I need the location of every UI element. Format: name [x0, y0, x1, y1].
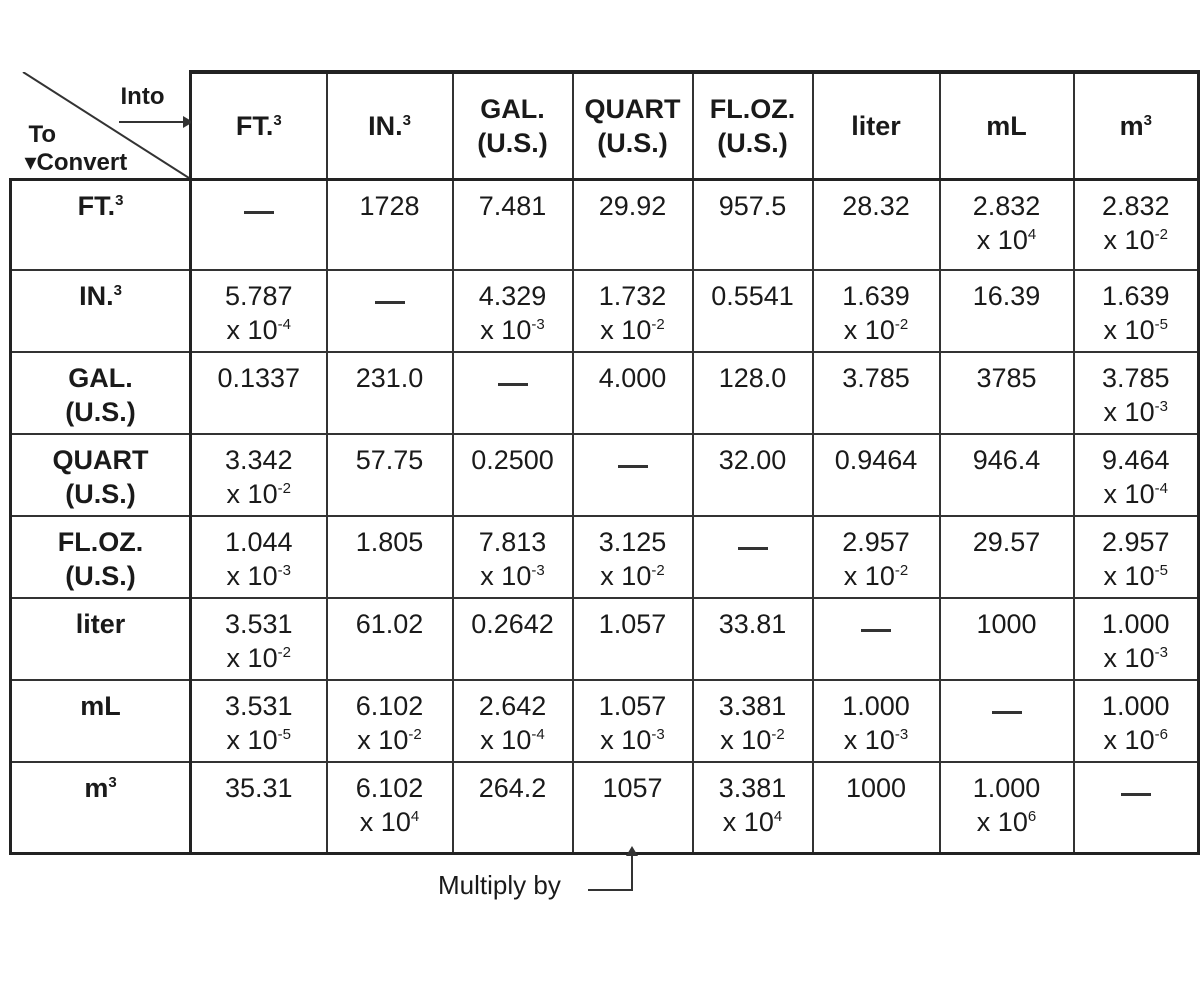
cell-value: 3.785 — [842, 362, 910, 393]
times-ten: x 10 — [226, 314, 278, 345]
column-header-line1: liter — [851, 111, 901, 141]
cell-value: 1.057 — [598, 608, 667, 639]
times-ten: x 10 — [480, 314, 532, 345]
exponent-value: -2 — [894, 561, 909, 579]
times-ten: x 10 — [976, 806, 1028, 837]
cell-value: 3.381 — [718, 690, 787, 721]
same-unit-dash — [861, 629, 891, 632]
column-header — [573, 72, 693, 180]
table-cell — [327, 598, 453, 680]
table-cell — [191, 516, 327, 598]
row-header — [11, 180, 191, 270]
cell-value: 6.102 — [355, 690, 424, 721]
times-ten: x 10 — [722, 806, 774, 837]
table-cell — [453, 434, 573, 516]
exponent-value: -3 — [531, 315, 545, 333]
table-cell — [693, 680, 813, 762]
table-cell — [453, 516, 573, 598]
row-header-superscript: 3 — [115, 192, 124, 209]
column-header-line1: GAL. — [480, 94, 545, 124]
cell-value: 7.481 — [478, 191, 547, 221]
column-header-line1: FT. — [235, 111, 274, 141]
times-ten: x 10 — [600, 560, 652, 591]
table-cell — [813, 516, 940, 598]
cell-value: 9.464 — [1101, 444, 1170, 475]
multiply-by-arrow-icon — [580, 846, 650, 906]
column-header-line1: IN. — [368, 111, 403, 141]
times-ten: x 10 — [1103, 560, 1155, 591]
table-row — [11, 762, 1199, 854]
table-cell — [191, 270, 327, 352]
table-cell — [573, 270, 693, 352]
cell-exponent — [574, 723, 692, 757]
cell-value: 16.39 — [972, 280, 1041, 311]
table-cell — [1074, 434, 1199, 516]
row-header-line1: m — [84, 772, 109, 803]
exponent-value: -4 — [277, 315, 291, 333]
exponent-value: -2 — [651, 315, 665, 333]
cell-value: 0.2642 — [471, 608, 554, 639]
cell-value: 3.381 — [718, 772, 787, 803]
table-cell — [940, 680, 1074, 762]
table-cell — [191, 762, 327, 854]
column-header — [191, 72, 327, 180]
times-ten: x 10 — [480, 724, 532, 755]
column-header-line1: m — [1119, 111, 1144, 141]
cell-value: 2.642 — [478, 690, 547, 721]
times-ten: x 10 — [720, 724, 772, 755]
cell-value: 1000 — [976, 608, 1037, 639]
cell-value: 29.57 — [972, 526, 1041, 557]
column-header-superscript: 3 — [402, 112, 411, 129]
times-ten: x 10 — [480, 560, 532, 591]
table-cell — [813, 270, 940, 352]
exponent-value: -4 — [1154, 479, 1168, 497]
table-cell — [327, 352, 453, 434]
times-ten: x 10 — [1103, 314, 1155, 345]
table-cell — [940, 598, 1074, 680]
cell-value: 231.0 — [355, 362, 424, 393]
row-header — [11, 598, 191, 680]
exponent-value: -5 — [1154, 561, 1168, 579]
cell-value: 3.785 — [1101, 362, 1170, 393]
table-cell — [693, 762, 813, 854]
cell-value: 1000 — [845, 772, 907, 803]
cell-exponent — [941, 223, 1073, 257]
times-ten: x 10 — [1103, 478, 1155, 509]
table-cell — [1074, 352, 1199, 434]
exponent-value: -2 — [771, 725, 785, 743]
cell-value: 0.5541 — [711, 280, 794, 311]
times-ten: x 10 — [226, 478, 278, 509]
exponent-value: -3 — [1154, 397, 1168, 415]
cell-value: 6.102 — [355, 772, 424, 803]
table-cell — [573, 180, 693, 270]
cell-value: 3785 — [976, 362, 1037, 393]
column-header-line2: (U.S.) — [717, 128, 788, 158]
exponent-value: -2 — [894, 315, 909, 333]
cell-value: 1.000 — [842, 690, 910, 721]
times-ten: x 10 — [843, 560, 895, 591]
cell-exponent — [1075, 723, 1198, 757]
cell-value: 957.5 — [718, 191, 787, 221]
table-cell — [813, 762, 940, 854]
down-arrow-icon: ▾ — [24, 149, 37, 176]
table-cell — [191, 434, 327, 516]
cell-exponent — [941, 805, 1073, 839]
cell-exponent — [1075, 395, 1198, 429]
table-cell — [693, 434, 813, 516]
exponent-value: -3 — [1154, 643, 1168, 661]
cell-exponent — [814, 313, 939, 347]
table-row — [11, 598, 1199, 680]
column-header — [327, 72, 453, 180]
cell-exponent — [192, 313, 326, 347]
cell-value: 1.000 — [1101, 608, 1170, 639]
column-header — [453, 72, 573, 180]
times-ten: x 10 — [357, 724, 409, 755]
same-unit-dash — [738, 547, 768, 550]
exponent-value: 4 — [1027, 226, 1037, 243]
table-cell — [453, 270, 573, 352]
table-cell — [327, 270, 453, 352]
cell-value: 61.02 — [355, 608, 424, 639]
same-unit-dash — [618, 465, 648, 468]
times-ten: x 10 — [976, 225, 1028, 255]
exponent-value: -3 — [894, 725, 909, 743]
column-header-superscript: 3 — [273, 112, 282, 129]
corner-into-label: Into — [120, 83, 165, 110]
exponent-value: -2 — [651, 561, 665, 579]
table-cell — [453, 352, 573, 434]
row-header — [11, 516, 191, 598]
exponent-value: -4 — [531, 725, 545, 743]
times-ten: x 10 — [226, 642, 278, 673]
cell-exponent — [814, 723, 939, 757]
cell-value: 3.531 — [224, 608, 293, 639]
cell-value: 33.81 — [718, 608, 787, 639]
table-cell — [940, 270, 1074, 352]
times-ten: x 10 — [1103, 724, 1155, 755]
cell-exponent — [1075, 477, 1198, 511]
exponent-value: 4 — [773, 807, 783, 825]
row-header — [11, 352, 191, 434]
table-cell — [940, 352, 1074, 434]
header-row — [11, 72, 1199, 180]
table-cell — [573, 680, 693, 762]
times-ten: x 10 — [1103, 225, 1155, 255]
exponent-value: -5 — [1154, 315, 1168, 333]
table-cell — [191, 352, 327, 434]
times-ten: x 10 — [1103, 642, 1155, 673]
table-cell — [693, 598, 813, 680]
cell-value: 946.4 — [972, 444, 1041, 475]
row-header-line1: mL — [80, 690, 121, 721]
table-cell — [573, 598, 693, 680]
table-cell — [813, 680, 940, 762]
table-cell — [940, 762, 1074, 854]
table-cell — [693, 516, 813, 598]
cell-value: 0.2500 — [471, 444, 554, 475]
table-body — [11, 180, 1199, 854]
cell-value: 57.75 — [355, 444, 424, 475]
column-header-line2: (U.S.) — [597, 128, 668, 158]
row-header-line1: FL.OZ. — [57, 526, 144, 557]
table-cell — [573, 516, 693, 598]
table-cell — [693, 270, 813, 352]
table-cell — [940, 180, 1074, 270]
cell-value: 2.957 — [1101, 526, 1170, 557]
cell-value: 32.00 — [718, 444, 787, 475]
cell-exponent — [454, 313, 572, 347]
cell-exponent — [454, 723, 572, 757]
cell-value: 1.057 — [598, 690, 667, 721]
cell-value: 2.832 — [972, 191, 1041, 221]
same-unit-dash — [498, 383, 528, 386]
cell-exponent — [192, 723, 326, 757]
cell-value: 3.342 — [224, 444, 293, 475]
column-header-line1: mL — [986, 111, 1027, 141]
column-header-superscript: 3 — [1143, 112, 1152, 129]
exponent-value: -3 — [277, 561, 291, 579]
table-cell — [1074, 680, 1199, 762]
table-cell — [813, 434, 940, 516]
cell-exponent — [1075, 313, 1198, 347]
table-cell — [327, 680, 453, 762]
corner-to-label: To — [28, 121, 57, 148]
table-row — [11, 516, 1199, 598]
exponent-value: -2 — [1154, 226, 1168, 243]
same-unit-dash — [1121, 793, 1151, 796]
table-cell — [191, 180, 327, 270]
cell-value: 1728 — [359, 191, 420, 221]
cell-value: 28.32 — [842, 191, 910, 221]
exponent-value: -5 — [277, 725, 291, 743]
cell-value: 3.531 — [224, 690, 293, 721]
table-cell — [573, 352, 693, 434]
cell-value: 1.000 — [1101, 690, 1170, 721]
cell-value: 1.639 — [1101, 280, 1170, 311]
cell-value: 2.957 — [842, 526, 910, 557]
cell-value: 35.31 — [224, 772, 293, 803]
cell-exponent — [192, 559, 326, 593]
table-cell — [1074, 180, 1199, 270]
cell-value: 128.0 — [718, 362, 787, 393]
cell-exponent — [694, 723, 812, 757]
table-cell — [327, 516, 453, 598]
cell-exponent — [1075, 559, 1198, 593]
table-row — [11, 352, 1199, 434]
row-header-line1: QUART — [52, 444, 149, 475]
table-cell — [573, 762, 693, 854]
exponent-value: -6 — [1154, 725, 1168, 743]
exponent-value: -2 — [277, 643, 291, 661]
table-cell — [453, 598, 573, 680]
times-ten: x 10 — [226, 560, 278, 591]
column-header — [1074, 72, 1199, 180]
cell-value: 1.044 — [224, 526, 293, 557]
table-cell — [453, 680, 573, 762]
times-ten: x 10 — [843, 314, 895, 345]
table-cell — [940, 434, 1074, 516]
cell-exponent — [574, 313, 692, 347]
times-ten: x 10 — [600, 314, 652, 345]
table-cell — [813, 598, 940, 680]
exponent-value: -2 — [408, 725, 422, 743]
cell-value: 3.125 — [598, 526, 667, 557]
column-header-line1: QUART — [584, 94, 681, 124]
cell-value: 0.1337 — [217, 362, 301, 393]
row-header-line2: (U.S.) — [65, 396, 136, 427]
cell-value: 4.329 — [478, 280, 547, 311]
row-header-line2: (U.S.) — [65, 560, 136, 591]
row-header-line1: FT. — [77, 191, 116, 221]
times-ten: x 10 — [600, 724, 652, 755]
cell-exponent — [454, 559, 572, 593]
table-cell — [191, 598, 327, 680]
row-header — [11, 434, 191, 516]
table-cell — [1074, 598, 1199, 680]
table-cell — [1074, 516, 1199, 598]
cell-exponent — [694, 805, 812, 839]
table-cell — [813, 352, 940, 434]
column-header — [813, 72, 940, 180]
same-unit-dash — [992, 711, 1022, 714]
table-cell — [1074, 762, 1199, 854]
corner-convert-label: ▾Convert — [24, 149, 128, 176]
same-unit-dash — [375, 301, 405, 304]
multiply-by-label: Multiply by — [438, 870, 561, 900]
cell-exponent — [814, 559, 939, 593]
row-header — [11, 270, 191, 352]
times-ten: x 10 — [1103, 396, 1155, 427]
cell-value: 0.9464 — [834, 444, 918, 475]
cell-value: 7.813 — [478, 526, 547, 557]
cell-value: 1.732 — [598, 280, 667, 311]
exponent-value: -3 — [651, 725, 665, 743]
cell-exponent — [1075, 223, 1198, 257]
cell-value: 5.787 — [224, 280, 293, 311]
row-header-line1: GAL. — [68, 362, 133, 393]
cell-exponent — [192, 477, 326, 511]
table-cell — [453, 762, 573, 854]
column-header — [940, 72, 1074, 180]
column-header-line1: FL.OZ. — [709, 94, 796, 124]
table-cell — [573, 434, 693, 516]
table-cell — [813, 180, 940, 270]
row-header-line2: (U.S.) — [65, 478, 136, 509]
row-header-superscript: 3 — [108, 773, 117, 791]
column-header — [693, 72, 813, 180]
exponent-value: -2 — [277, 479, 291, 497]
exponent-value: 4 — [410, 807, 420, 825]
row-header-line1: liter — [75, 608, 126, 639]
same-unit-dash — [244, 211, 274, 214]
row-header-line1: IN. — [79, 280, 114, 311]
table-cell — [453, 180, 573, 270]
exponent-value: 6 — [1027, 807, 1037, 825]
times-ten: x 10 — [843, 724, 895, 755]
row-header-superscript: 3 — [113, 281, 122, 299]
table-cell — [191, 680, 327, 762]
table-cell — [940, 516, 1074, 598]
cell-value: 264.2 — [478, 772, 547, 803]
cell-value: 29.92 — [598, 191, 667, 221]
cell-exponent — [328, 805, 452, 839]
cell-value: 1.000 — [972, 772, 1041, 803]
times-ten: x 10 — [359, 806, 411, 837]
column-header-line2: (U.S.) — [477, 128, 548, 158]
cell-value: 4.000 — [598, 362, 667, 393]
cell-value: 1.639 — [842, 280, 910, 311]
table-cell — [1074, 270, 1199, 352]
cell-exponent — [192, 641, 326, 675]
cell-exponent — [574, 559, 692, 593]
table-cell — [327, 434, 453, 516]
table-row — [11, 680, 1199, 762]
table-cell — [327, 180, 453, 270]
table-row — [11, 270, 1199, 352]
times-ten: x 10 — [226, 724, 278, 755]
cell-value: 2.832 — [1101, 191, 1170, 221]
table-row — [11, 434, 1199, 516]
cell-value: 1057 — [602, 772, 663, 803]
row-header — [11, 762, 191, 854]
table-cell — [327, 762, 453, 854]
exponent-value: -3 — [531, 561, 545, 579]
cell-value: 1.805 — [355, 526, 424, 557]
cell-exponent — [1075, 641, 1198, 675]
table-row — [11, 180, 1199, 270]
corner-cell — [11, 72, 191, 180]
table-cell — [693, 352, 813, 434]
conversion-table — [9, 70, 1200, 855]
row-header — [11, 680, 191, 762]
cell-exponent — [328, 723, 452, 757]
table-cell — [693, 180, 813, 270]
